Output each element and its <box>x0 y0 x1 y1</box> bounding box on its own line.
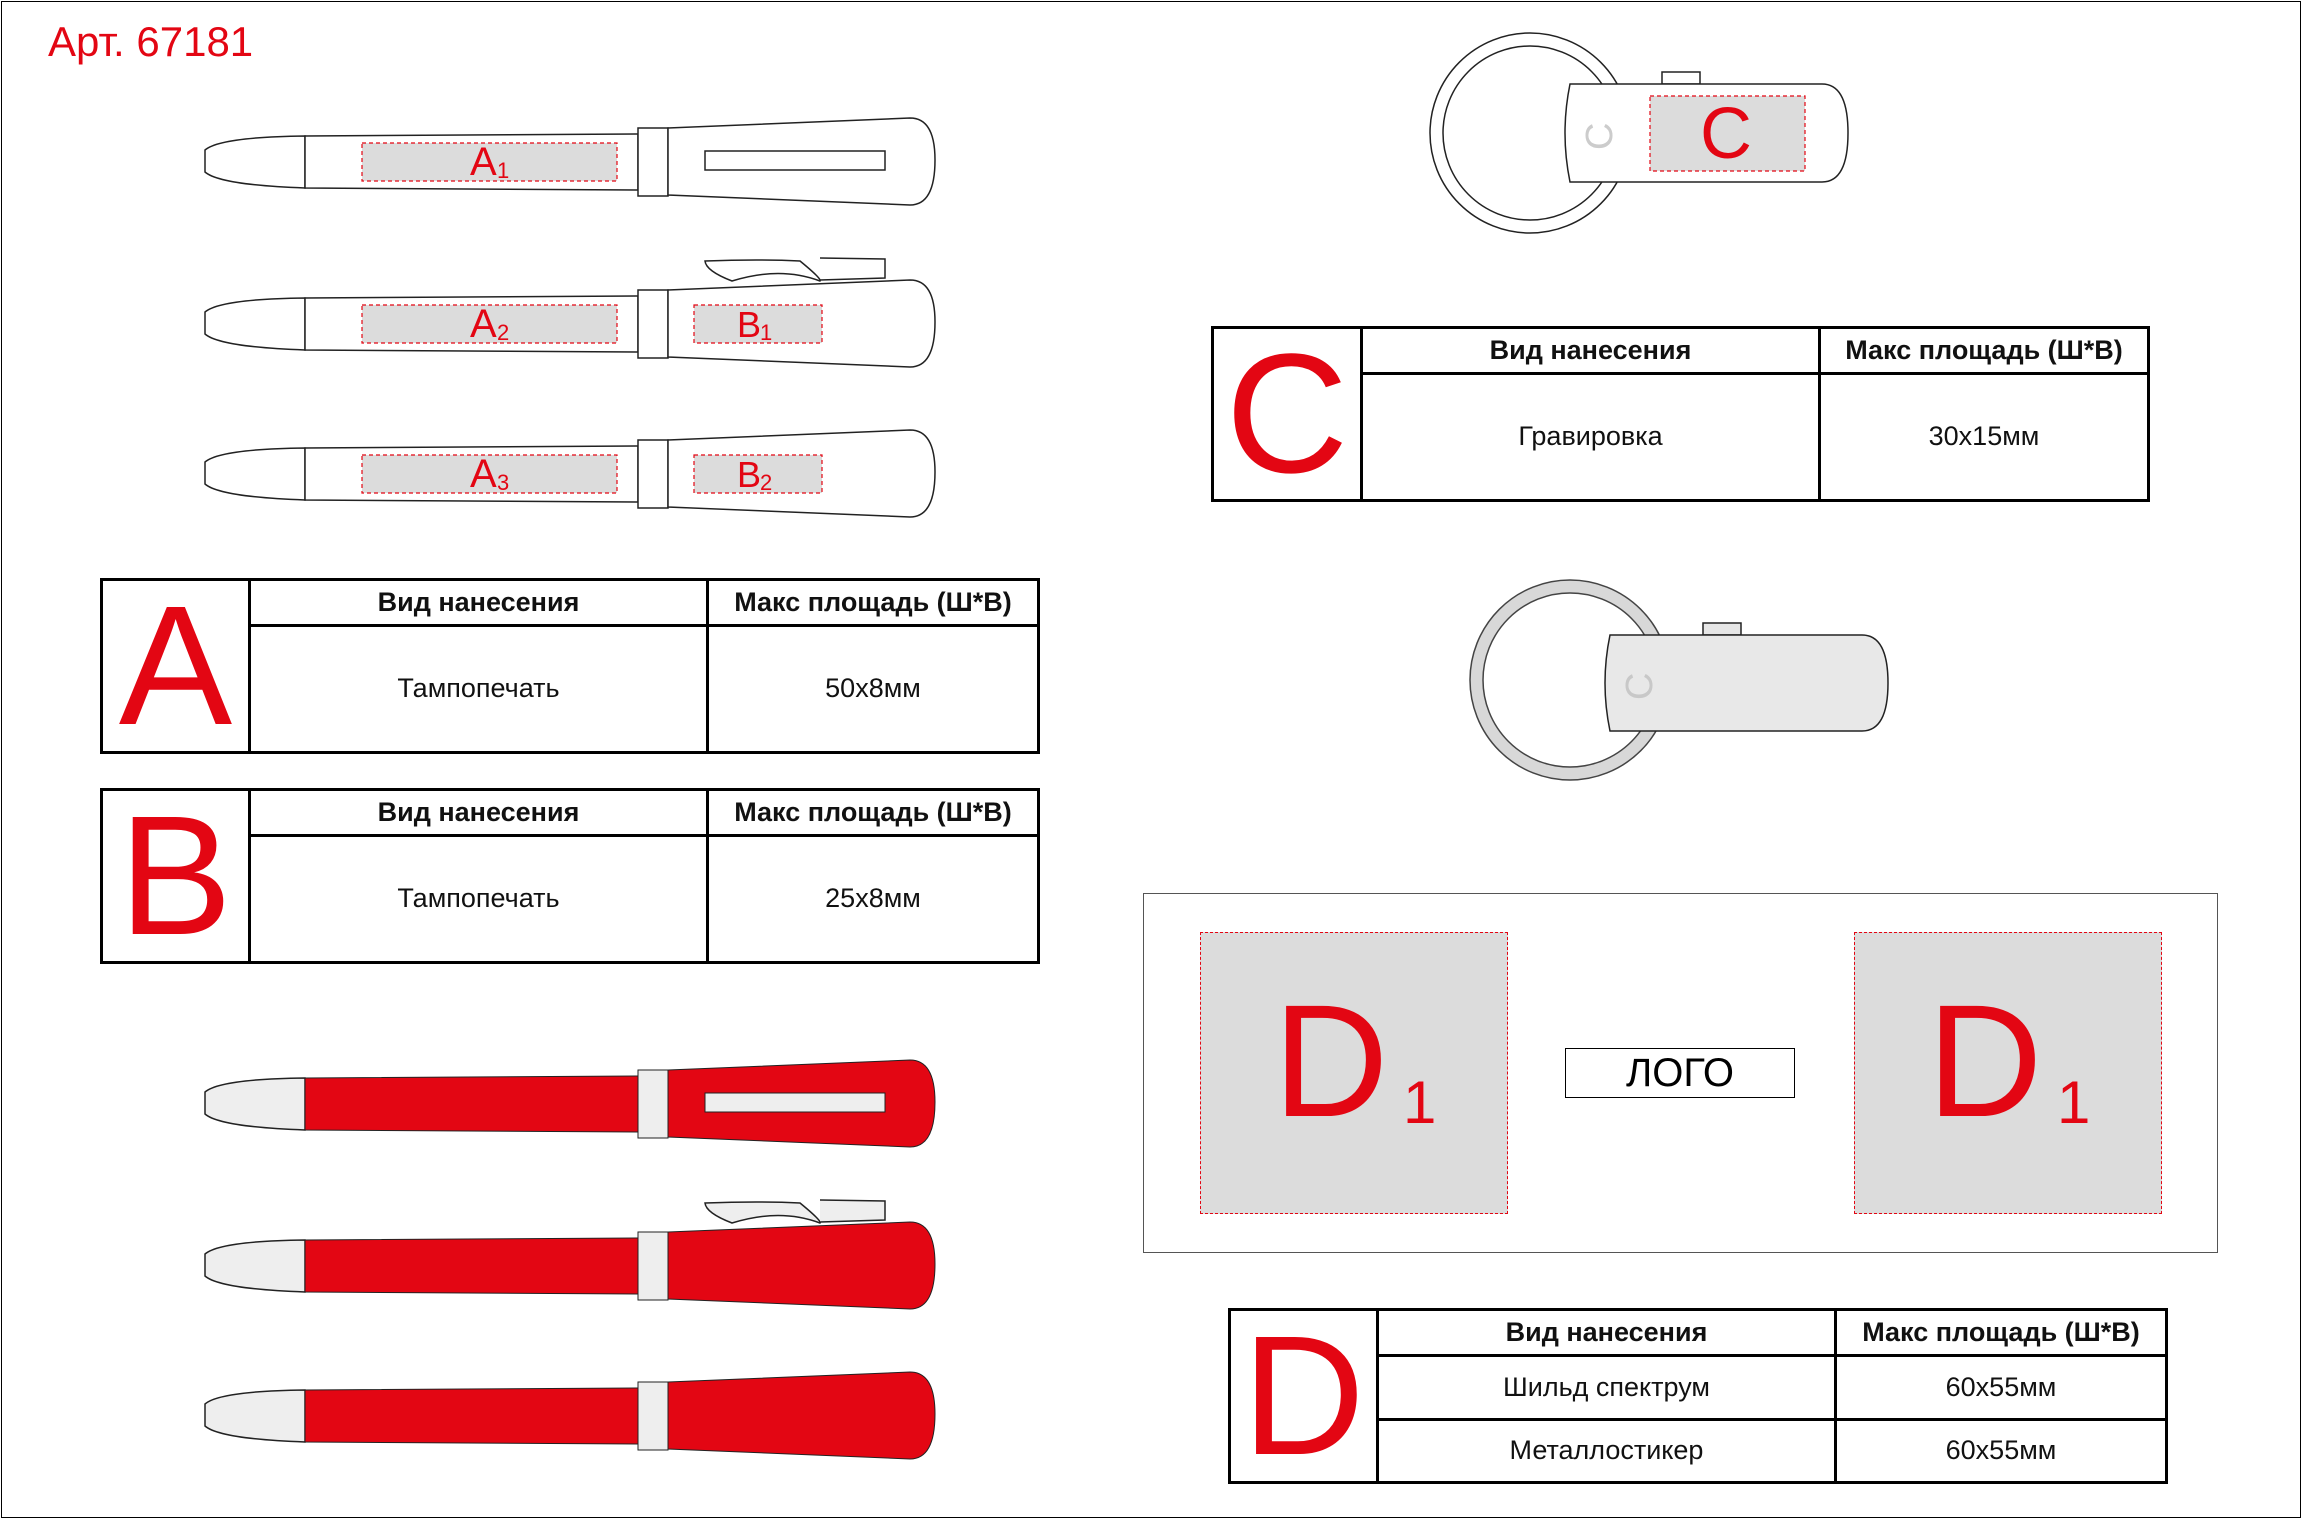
keychain-engraved-mark: C <box>1579 122 1621 150</box>
zone-b2-label: B <box>737 454 762 495</box>
header-max-area: Макс площадь (Ш*В) <box>1820 329 2148 373</box>
spec-letter-b: B <box>103 791 251 961</box>
header-method: Вид нанесения <box>1363 329 1820 373</box>
pen-outline-3 <box>205 430 935 517</box>
header-method: Вид нанесения <box>251 791 708 835</box>
zone-d1-right-label: D <box>1927 971 2043 1150</box>
zone-a2-sub: 2 <box>497 320 510 345</box>
spec-table-d <box>1228 1301 2168 1491</box>
spec-grid-b <box>251 791 1037 961</box>
zone-b2-sub: 2 <box>760 470 773 495</box>
zone-d1-right-sub: 1 <box>2057 1069 2091 1136</box>
zone-c-label: C <box>1700 94 1752 174</box>
spec-letter-a: A <box>103 581 251 751</box>
spec-grid-c <box>1363 329 2147 499</box>
zone-d1-left-label: D <box>1273 971 1389 1150</box>
header-method: Вид нанесения <box>251 581 708 625</box>
pen-red-1 <box>205 1060 935 1147</box>
spec-grid-d <box>1379 1311 2165 1481</box>
spec-table-b <box>100 781 1040 971</box>
pen-red-3 <box>205 1372 935 1459</box>
cell-method: Гравировка <box>1363 373 1820 499</box>
zone-d1-left <box>1200 932 1508 1214</box>
header-max-area: Макс площадь (Ш*В) <box>1836 1311 2166 1355</box>
keychain-shaded <box>1470 580 1888 780</box>
header-max-area: Макс площадь (Ш*В) <box>708 581 1038 625</box>
spec-table-a <box>100 571 1040 761</box>
keychain-outline <box>1430 33 1848 233</box>
zone-d1-left-sub: 1 <box>1403 1069 1437 1136</box>
logo-placeholder: ЛОГО <box>1565 1048 1795 1098</box>
pen-outline-1 <box>205 118 935 205</box>
spec-table-c <box>1211 319 2150 509</box>
zone-a1-sub: 1 <box>497 158 510 183</box>
cell-method: Металлостикер <box>1379 1419 1836 1481</box>
header-max-area: Макс площадь (Ш*В) <box>708 791 1038 835</box>
zone-a3-sub: 3 <box>497 470 510 495</box>
zone-a2-label: A <box>470 302 497 346</box>
cell-size: 60х55мм <box>1836 1419 2166 1481</box>
zone-d1-right <box>1854 932 2162 1214</box>
zone-b1-sub: 1 <box>760 320 773 345</box>
cell-size: 50х8мм <box>708 625 1038 751</box>
keychain-shaded-mark: C <box>1619 672 1661 700</box>
zone-a3-label: A <box>470 452 497 496</box>
pen-red-2 <box>205 1200 935 1309</box>
zone-a1-label: A <box>470 140 497 184</box>
zone-b1-label: B <box>737 304 762 345</box>
header-method: Вид нанесения <box>1379 1311 1836 1355</box>
spec-grid-a <box>251 581 1037 751</box>
cell-size: 25х8мм <box>708 835 1038 961</box>
cell-method: Тампопечать <box>251 625 708 751</box>
cell-method: Шильд спектрум <box>1379 1355 1836 1419</box>
cell-method: Тампопечать <box>251 835 708 961</box>
cell-size: 30х15мм <box>1820 373 2148 499</box>
spec-letter-c: C <box>1214 329 1363 499</box>
pen-outline-2 <box>205 258 935 367</box>
cell-size: 60х55мм <box>1836 1355 2166 1419</box>
article-number: Арт. 67181 <box>48 18 254 65</box>
spec-letter-d: D <box>1231 1311 1379 1481</box>
